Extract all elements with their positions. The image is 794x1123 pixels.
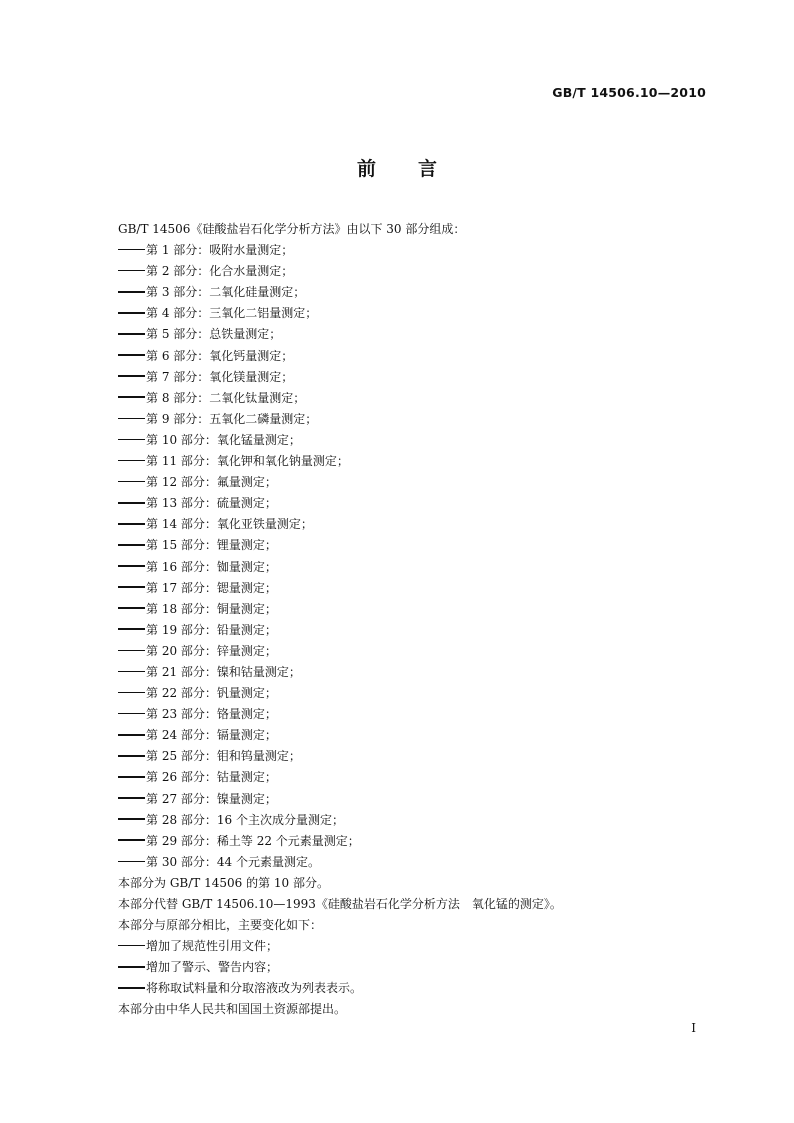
part-item <box>118 261 718 282</box>
list-dash <box>118 628 145 630</box>
list-dash <box>118 544 145 546</box>
part-item <box>118 725 718 746</box>
part-item-text: 第 22 部分：钒量测定； <box>146 686 277 701</box>
list-dash <box>118 945 145 947</box>
part-item <box>118 662 718 683</box>
part-item <box>118 324 718 345</box>
statement-part: 本部分为 GB/T 14506 的第 10 部分。 <box>118 875 329 890</box>
part-item-text: 第 11 部分：氧化钾和氧化钠量测定； <box>146 454 349 469</box>
part-item-text: 第 15 部分：锂量测定； <box>146 538 277 553</box>
part-item <box>118 409 718 430</box>
list-dash <box>118 671 145 673</box>
part-item-text: 第 2 部分：化合水量测定； <box>146 264 294 279</box>
part-item-text: 第 23 部分：铬量测定； <box>146 707 277 722</box>
part-item-text: 第 4 部分：三氧化二铝量测定； <box>146 306 318 321</box>
list-dash <box>118 839 145 841</box>
part-item <box>118 852 718 873</box>
part-item <box>118 472 718 493</box>
part-item-text: 第 8 部分：二氧化钛量测定； <box>146 390 306 405</box>
part-item <box>118 367 718 388</box>
part-item-text: 第 7 部分：氧化镁量测定； <box>146 369 294 384</box>
part-item <box>118 388 718 409</box>
part-item-text: 第 10 部分：氧化锰量测定； <box>146 432 301 447</box>
list-dash <box>118 755 145 757</box>
part-item <box>118 704 718 725</box>
change-item-text: 增加了规范性引用文件； <box>146 939 279 954</box>
list-dash <box>118 776 145 778</box>
part-item-text: 第 16 部分：铷量测定； <box>146 559 277 574</box>
list-dash <box>118 565 145 567</box>
change-item-text: 将称取试料量和分取溶液改为列表表示。 <box>146 981 363 996</box>
list-dash <box>118 818 145 820</box>
page-title: 前言 <box>356 158 479 180</box>
part-item-text: 第 20 部分：锌量测定； <box>146 643 277 658</box>
part-item-text: 第 9 部分：五氧化二磷量测定； <box>146 411 318 426</box>
part-item <box>118 620 718 641</box>
list-dash <box>118 650 145 652</box>
change-item <box>118 936 718 957</box>
change-item <box>118 978 718 999</box>
list-dash <box>118 692 145 694</box>
list-dash <box>118 586 145 588</box>
change-item-text: 增加了警示、警告内容； <box>146 960 279 975</box>
list-dash <box>118 607 145 609</box>
parts-list <box>118 240 718 873</box>
statement-replace: 本部分代替 GB/T 14506.10—1993《硅酸盐岩石化学分析方法 氧化锰的测定》。 <box>118 897 562 911</box>
list-dash <box>118 396 145 398</box>
part-item-text: 第 28 部分：16 个主次成分量测定； <box>146 812 344 827</box>
list-dash <box>118 270 145 272</box>
part-item-text: 第 27 部分：镍量测定； <box>146 791 277 806</box>
list-dash <box>118 460 145 462</box>
part-item-text: 第 12 部分：氟量测定； <box>146 475 277 490</box>
list-dash <box>118 312 145 314</box>
part-item <box>118 493 718 514</box>
list-dash <box>118 333 145 335</box>
part-item <box>118 535 718 556</box>
list-dash <box>118 502 145 504</box>
statement-proposed: 本部分由中华人民共和国国土资源部提出。 <box>118 1002 347 1017</box>
part-item <box>118 810 718 831</box>
list-dash <box>118 481 145 483</box>
changes-list <box>118 936 718 999</box>
list-dash <box>118 987 145 989</box>
list-dash <box>118 797 145 799</box>
part-item-text: 第 25 部分：钼和钨量测定； <box>146 749 301 764</box>
part-item-text: 第 30 部分：44 个元素量测定。 <box>146 854 320 869</box>
part-item <box>118 240 718 261</box>
foreword-body <box>118 219 718 1021</box>
list-dash <box>118 375 145 377</box>
part-item-text: 第 14 部分：氧化亚铁量测定； <box>146 517 313 532</box>
list-dash <box>118 861 145 863</box>
part-item-text: 第 24 部分：镉量测定； <box>146 728 277 743</box>
standard-code: GB/T 14506.10—2010 <box>552 85 706 100</box>
part-item <box>118 282 718 303</box>
part-item-text: 第 29 部分：稀土等 22 个元素量测定； <box>146 833 360 848</box>
part-item <box>118 641 718 662</box>
part-item <box>118 346 718 367</box>
part-item-text: 第 1 部分：吸附水量测定； <box>146 243 294 258</box>
part-item <box>118 599 718 620</box>
list-dash <box>118 439 145 441</box>
part-item <box>118 767 718 788</box>
part-item <box>118 303 718 324</box>
part-item-text: 第 6 部分：氧化钙量测定； <box>146 348 294 363</box>
list-dash <box>118 734 145 736</box>
list-dash <box>118 291 145 293</box>
part-item <box>118 578 718 599</box>
list-dash <box>118 713 145 715</box>
part-item-text: 第 18 部分：铜量测定； <box>146 601 277 616</box>
part-item <box>118 683 718 704</box>
list-dash <box>118 354 145 356</box>
part-item-text: 第 17 部分：锶量测定； <box>146 580 277 595</box>
part-item <box>118 831 718 852</box>
part-item <box>118 430 718 451</box>
part-item <box>118 789 718 810</box>
list-dash <box>118 523 145 525</box>
part-item-text: 第 13 部分：硫量测定； <box>146 496 277 511</box>
list-dash <box>118 249 145 251</box>
list-dash <box>118 418 145 420</box>
part-item-text: 第 26 部分：钴量测定； <box>146 770 277 785</box>
intro-line: GB/T 14506《硅酸盐岩石化学分析方法》由以下 30 部分组成： <box>118 222 466 236</box>
part-item-text: 第 21 部分：镍和钴量测定； <box>146 664 301 679</box>
part-item-text: 第 3 部分：二氧化硅量测定； <box>146 285 306 300</box>
part-item <box>118 451 718 472</box>
page-number: I <box>691 1021 696 1035</box>
part-item-text: 第 19 部分：铅量测定； <box>146 622 277 637</box>
part-item <box>118 514 718 535</box>
part-item-text: 第 5 部分：总铁量测定； <box>146 327 282 342</box>
change-item <box>118 957 718 978</box>
list-dash <box>118 966 145 968</box>
statement-changes: 本部分与原部分相比，主要变化如下： <box>118 918 323 933</box>
part-item <box>118 557 718 578</box>
part-item <box>118 746 718 767</box>
